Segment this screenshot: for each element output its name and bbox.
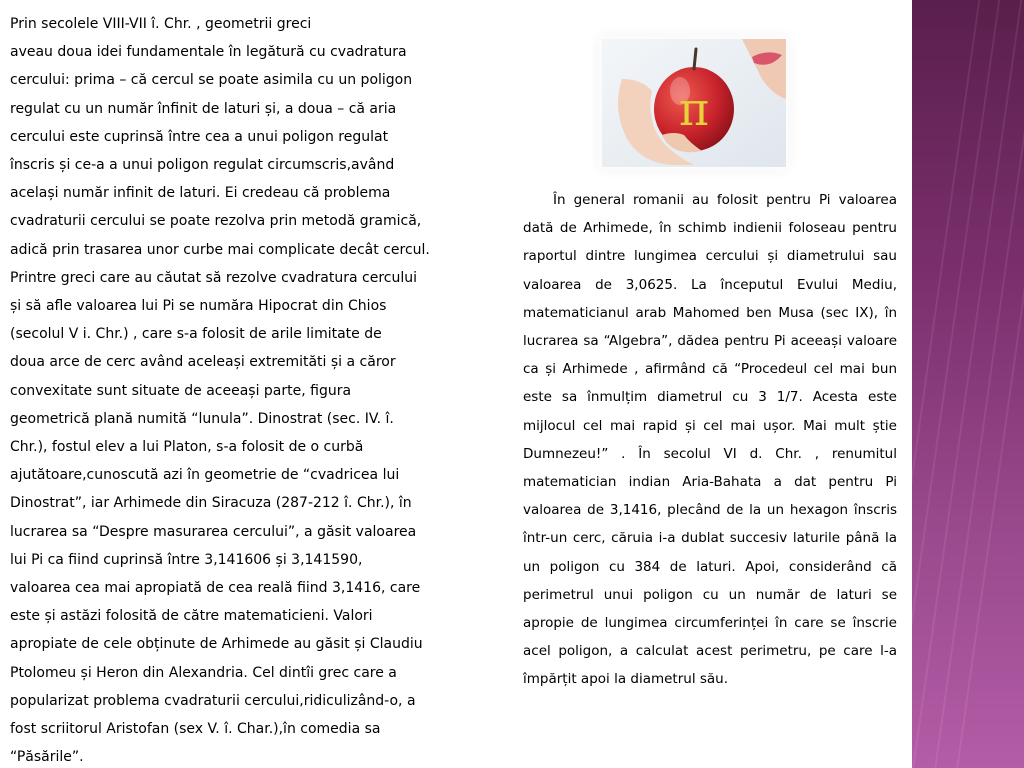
pi-symbol: π (678, 82, 710, 136)
right-paragraph: În general romanii au folosit pentru Pi valoarea dată de Arhimede, în schimb indienii foloseau pentru raportul dintre lungimea cercului și diametrului sau valoarea de 3,0625. La începutul Evului Mediu, matematicianul arab Mahomed ben Musa (sec IX), în lucrarea sa “Algebra”, dădea pentru Pi aceeași valoare ca și Arhimede , afirmând că “Procedeul cel mai bun este sa înmulțim diametrul cu 3 1/7. Acesta este mijlocul cel mai rapid și cel mai ușor. Mai mult știe Dumnezeu!” . În secolul VI d. Chr. , renumitul matematician indian Aria-Bahata a dat pentru Pi valoarea de 3,1416, plecând de la un hexagon înscris într-un cerc, căruia i-a dublat succesiv laturile până la un poligon cu 384 de laturi. Apoi, considerând că perimetrul unui poligon cu un număr de laturi se apropie de lungimea circumferinței în care se înscrie acel poligon, a calculat acest perimetru, pe care l-a împărțit apoi la diametrul său. (523, 192, 897, 688)
decorative-side-band (912, 0, 1024, 768)
apple-pi-icon (602, 39, 786, 167)
left-paragraph: Prin secolele VIII-VII î. Chr. , geometrii greci aveau doua idei fundamentale în legătură cu cvadratura cercului: prima – că cercul se poate asimila cu un poligon regulat cu un număr înfinit de laturi și, a doua – că aria cercului este cuprinsă între cea a unui poligon regulat înscris și ce-a a unui poligon regulat circumscris,având același număr infinit de laturi. Ei credeau că problema cvadraturii cercului se poate rezolva prin metodă gramică, adică prin trasarea unor curbe mai complicate decât cercul. Printre greci care au căutat să rezolve cvadratura cercului și să afle valoarea lui Pi se număra Hipocrat din Chios (secolul V i. Chr.) , care s-a folosit de arile limitate de doua arce de cerc având aceleași extremităti și a căror convexitate sunt situate de aceeași parte, figura geometrică plană numită “lunula”. Dinostrat (sec. IV. î. Chr.), fostul elev a lui Platon, s-a folosit de o curbă ajutătoare,cunoscută azi în geometrie de “cvadricea lui Dinostrat”, iar Arhimede din Siracuza (287-212 î. Chr.), în lucrarea sa “Despre masurarea cercului”, a găsit valoarea lui Pi ca fiind cuprinsă între 3,141606 și 3,141590, valoarea cea mai apropiată de cea reală fiind 3,1416, care este și astăzi folosită de către matematicieni. Valori apropiate de cele obținute de Arhimede au găsit și Claudiu Ptolomeu și Heron din Alexandria. Cel dintîi grec care a popularizat problema cvadraturii cercului,ridiculizând-o, a fost scriitorul Aristofan (sex V. î. Char.),în comedia sa “Păsările”. (10, 16, 430, 766)
apple-pi-photo (602, 39, 786, 167)
